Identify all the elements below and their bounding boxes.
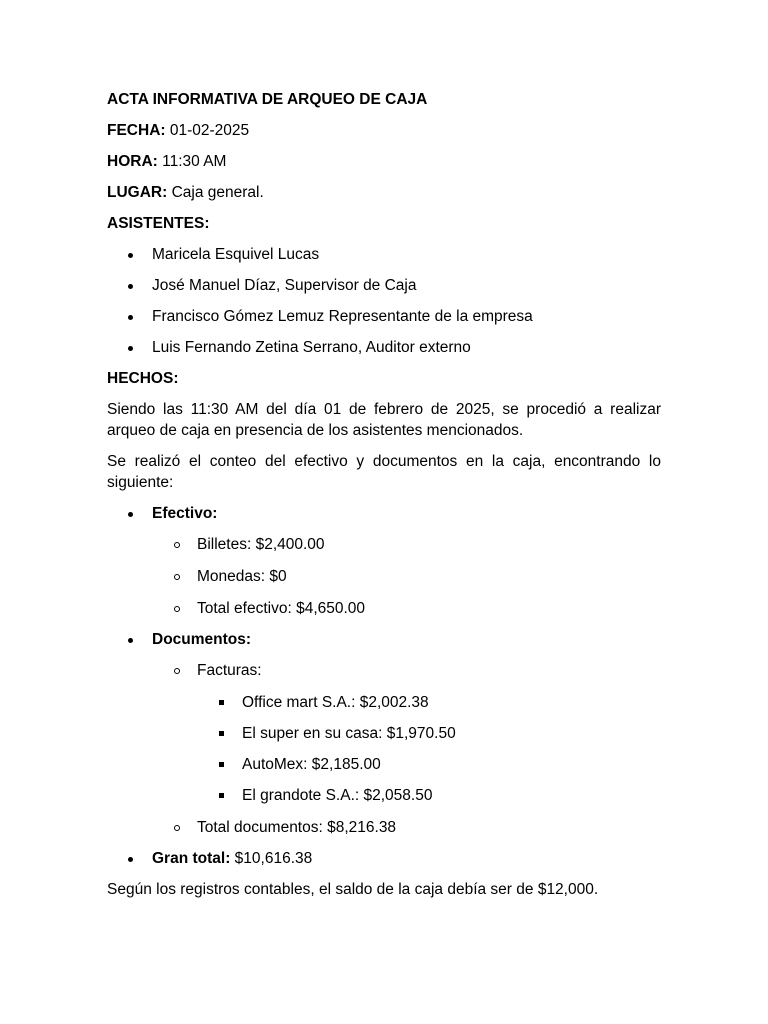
- document-page: [107, 89, 661, 910]
- efectivo-item: [107, 503, 661, 619]
- documentos-label: Documentos:: [152, 631, 252, 648]
- list-item: Total documentos: $8,216.38: [107, 817, 661, 838]
- list-item: El grandote S.A.: $2,058.50: [107, 785, 661, 806]
- facturas-list: [197, 692, 661, 806]
- square-bullet-icon: [219, 700, 224, 705]
- bullet-icon: [128, 284, 133, 289]
- list-item: Office mart S.A.: $2,002.38: [107, 692, 661, 713]
- gran-total-value: $10,616.38: [230, 850, 313, 867]
- asistentes-list: [107, 244, 661, 358]
- square-bullet-icon: [219, 762, 224, 767]
- list-item: Monedas: $0: [107, 566, 661, 587]
- lugar-line: [107, 182, 661, 203]
- circle-bullet-icon: [174, 668, 180, 674]
- lugar-value: Caja general.: [171, 184, 264, 201]
- documentos-sublist: [152, 660, 661, 838]
- list-item: El super en su casa: $1,970.50: [107, 723, 661, 744]
- hechos-heading: HECHOS:: [107, 370, 179, 387]
- efectivo-sublist: [152, 534, 661, 619]
- lugar-label: LUGAR:: [107, 184, 168, 201]
- list-item: Francisco Gómez Lemuz Representante de la empresa: [107, 306, 661, 327]
- asistentes-heading: ASISTENTES:: [107, 215, 210, 232]
- gran-total-item: [107, 848, 661, 869]
- circle-bullet-icon: [174, 574, 180, 580]
- list-item: Maricela Esquivel Lucas: [107, 244, 661, 265]
- facturas-label: Facturas:: [197, 662, 262, 679]
- hechos-paragraph-1: Siendo las 11:30 AM del día 01 de febrero de 2025, se procedió a realizar arqueo de caja en presencia de los asistentes mencionados.: [107, 401, 661, 439]
- list-item: Billetes: $2,400.00: [107, 534, 661, 555]
- document-title: ACTA INFORMATIVA DE ARQUEO DE CAJA: [107, 91, 428, 108]
- square-bullet-icon: [219, 731, 224, 736]
- bullet-icon: [128, 315, 133, 320]
- fecha-label: FECHA:: [107, 122, 166, 139]
- bullet-icon: [128, 253, 133, 258]
- bullet-icon: [128, 512, 133, 517]
- bullet-icon: [128, 857, 133, 862]
- fecha-line: [107, 120, 661, 141]
- list-item: Total efectivo: $4,650.00: [107, 598, 661, 619]
- cierre-paragraph: Según los registros contables, el saldo de la caja debía ser de $12,000.: [107, 881, 599, 898]
- hora-label: HORA:: [107, 153, 158, 170]
- documentos-item: [107, 629, 661, 838]
- efectivo-label: Efectivo:: [152, 505, 218, 522]
- conteo-list: [107, 503, 661, 869]
- list-item: José Manuel Díaz, Supervisor de Caja: [107, 275, 661, 296]
- list-item: AutoMex: $2,185.00: [107, 754, 661, 775]
- fecha-value: 01-02-2025: [169, 122, 250, 139]
- facturas-item: [107, 660, 661, 806]
- list-item: Luis Fernando Zetina Serrano, Auditor externo: [107, 337, 661, 358]
- gran-total-label: Gran total:: [152, 850, 231, 867]
- hechos-paragraph-2: Se realizó el conteo del efectivo y documentos en la caja, encontrando lo siguiente:: [107, 453, 661, 491]
- hora-line: [107, 151, 661, 172]
- circle-bullet-icon: [174, 542, 180, 548]
- bullet-icon: [128, 638, 133, 643]
- square-bullet-icon: [219, 793, 224, 798]
- circle-bullet-icon: [174, 825, 180, 831]
- hora-value: 11:30 AM: [162, 153, 227, 170]
- bullet-icon: [128, 346, 133, 351]
- circle-bullet-icon: [174, 606, 180, 612]
